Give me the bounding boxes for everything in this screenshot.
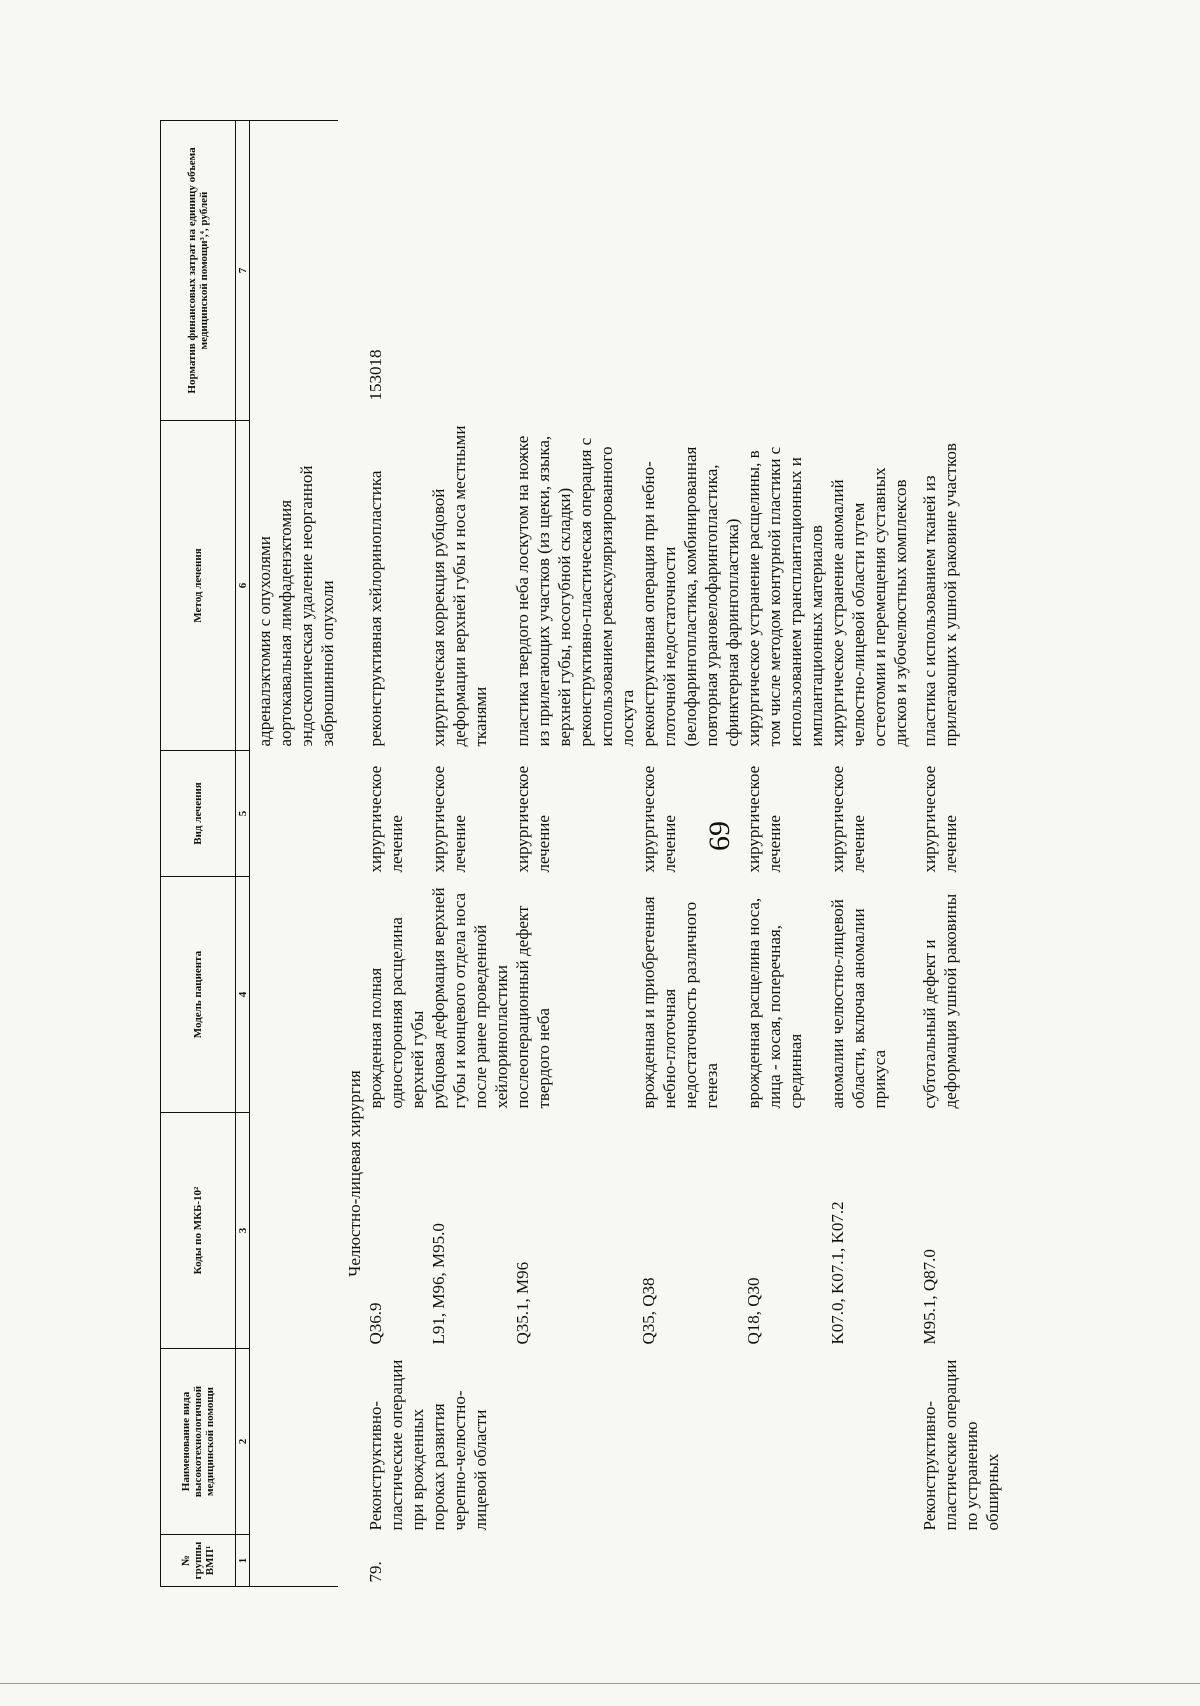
section-title: Челюстно-лицевая хирургия	[345, 1070, 364, 1277]
group-name-cell: Реконструктивно-пластические операции по устранению обширных	[920, 1359, 1002, 1531]
model-cell: врожденная полная односторонняя расщелина верхней губы	[366, 917, 427, 1109]
table-header-row	[161, 121, 236, 1587]
header-treatment-method: Метод лечения	[161, 421, 236, 751]
rotated-table-wrapper	[160, 121, 1200, 1587]
method-cell: хирургическое устранение аномалий челюстно-лицевой области путем остеотомии и перемещения суставных дисков и зубочелюстных комплексов	[828, 467, 910, 747]
treatment-cell: хирургическое лечение	[920, 765, 960, 873]
model-cell: послеоперационный дефект твердого неба	[513, 905, 553, 1109]
treatment-cell: хирургическое лечение	[429, 765, 469, 873]
carryover-method-cell: адреналэктомия с опухолями аортокавальная лимфаденэктомия эндоскопическая удаление неорганной забрюшинной опухоли	[255, 465, 337, 747]
table-header-numbers	[236, 121, 250, 1587]
header-icd-codes: Коды по МКБ-10²	[161, 1113, 236, 1349]
model-cell: субтотальный дефект и деформация ушной раковины	[920, 893, 960, 1109]
header-vmp-name: Наименование вида высокотехнологичной медицинской помощи	[161, 1349, 236, 1535]
section-row	[338, 121, 365, 1587]
header-financial-norm: Норматив финансовых затрат на единицу объема медицинской помощи³,⁴, рублей	[161, 121, 236, 421]
codes-cell: Q18, Q30	[744, 1277, 763, 1345]
codes-cell: K07.0, K07.1, K07.2	[828, 1201, 847, 1345]
header-treatment-type: Вид лечения	[161, 751, 236, 877]
codes-cell: Q35.1, M96	[513, 1261, 532, 1345]
table-row	[365, 121, 428, 1587]
model-cell: аномалии челюстно-лицевой области, включая аномалии прикуса	[828, 899, 889, 1109]
scan-edge-line	[0, 1683, 1200, 1684]
table-row	[250, 121, 339, 1587]
header-number-6: 6	[236, 421, 250, 751]
header-group-number: № группы ВМП¹	[161, 1535, 236, 1587]
table-row	[827, 121, 911, 1587]
treatment-cell: хирургическое лечение	[366, 765, 406, 873]
model-cell: врожденная расщелина носа, лица - косая, поперечная, срединная	[744, 897, 805, 1109]
method-cell: пластика с использованием тканей из прилегающих к ушной раковине участков	[920, 443, 960, 747]
header-number-5: 5	[236, 751, 250, 877]
treatment-cell: хирургическое лечение	[639, 765, 679, 873]
group-name-cell: Реконструктивно-пластические операции при врожденных пороках развития черепно-челюстно-лицевой области	[366, 1359, 490, 1531]
table-row	[512, 121, 638, 1587]
vmp-table	[160, 120, 1003, 1587]
table-row	[638, 121, 743, 1587]
method-cell: реконструктивная хейлоринопластика	[366, 470, 385, 747]
group-number-cell: 79.	[366, 1561, 385, 1583]
treatment-cell: хирургическое лечение	[513, 765, 553, 873]
treatment-cell: хирургическое лечение	[744, 765, 784, 873]
codes-cell: Q36.9	[366, 1302, 385, 1345]
codes-cell: M95.1, Q87.0	[920, 1249, 939, 1345]
table-row	[911, 121, 1003, 1587]
header-number-1: 1	[236, 1535, 250, 1587]
header-number-2: 2	[236, 1349, 250, 1535]
header-number-4: 4	[236, 877, 250, 1113]
method-cell: реконструктивная операция при небно-глоточной недостаточности (велофарингопластика, комбинированная повторная урановелофарингопластика, сфинктерная фарингопластика)	[639, 446, 742, 747]
page-number: 69	[703, 821, 736, 851]
model-cell: рубцовая деформация верхней губы и концевого отдела носа после ранее проведенной хейлоринопластики	[429, 887, 511, 1109]
method-cell: хирургическое устранение расщелины, в том числе методом контурной пластики с использованием трансплантационных и имплантационных материалов	[744, 446, 826, 747]
header-number-3: 3	[236, 1113, 250, 1349]
table-row	[743, 121, 827, 1587]
codes-cell: Q35, Q38	[639, 1277, 658, 1345]
method-cell: пластика твердого неба лоскутом на ножке из прилегающих участков (из щеки, языка, верхней губы, носогубной складки) реконструктивно-пластическая операция с использованием реваскуляризированного лоскута	[513, 435, 637, 747]
treatment-cell: хирургическое лечение	[828, 765, 868, 873]
codes-cell: L91, M96, M95.0	[429, 1223, 448, 1345]
header-patient-model: Модель пациента	[161, 877, 236, 1113]
model-cell: врожденная и приобретенная небно-глоточная недостаточность различного генеза	[639, 896, 721, 1109]
header-number-7: 7	[236, 121, 250, 421]
method-cell: хирургическая коррекция рубцовой деформации верхней губы и носа местными тканями	[429, 425, 490, 747]
norm-cell: 153018	[366, 349, 385, 401]
